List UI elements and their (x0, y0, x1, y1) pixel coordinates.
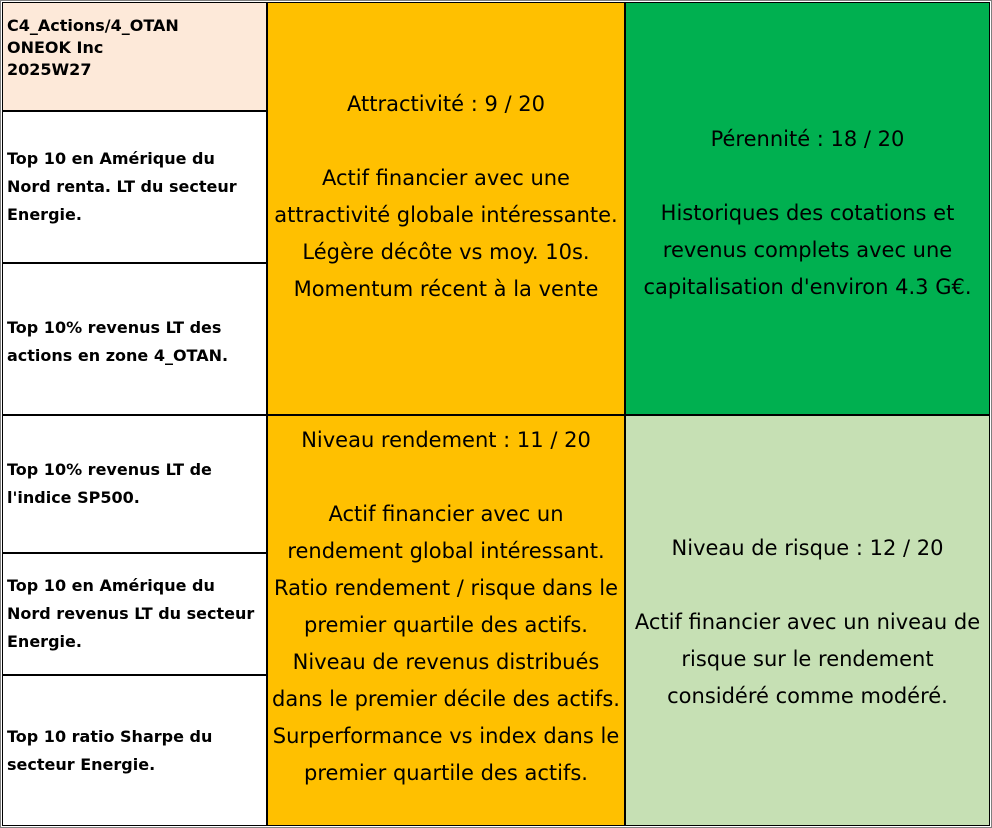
attractivite-cell (267, 2, 625, 415)
risque-title: Niveau de risque : 12 / 20 (671, 536, 944, 560)
criterion-text: Top 10% revenus LT de l'indice SP500. (7, 460, 212, 507)
perennite-title: Pérennité : 18 / 20 (710, 127, 905, 151)
asset-company: ONEOK Inc (7, 38, 104, 57)
criterion-cell (2, 263, 267, 415)
attractivite-title: Attractivité : 9 / 20 (347, 92, 545, 116)
criterion-text: Top 10 en Amérique du Nord renta. LT du secteur Energie. (7, 149, 237, 224)
criterion-cell (2, 675, 267, 826)
criterion-cell (2, 553, 267, 675)
rendement-title: Niveau rendement : 11 / 20 (301, 428, 591, 452)
criterion-cell (2, 415, 267, 553)
criterion-text: Top 10 en Amérique du Nord revenus LT du secteur Energie. (7, 576, 255, 651)
rendement-cell (267, 415, 625, 826)
perennite-description: Historiques des cotations et revenus complets avec une capitalisation d'environ 4.3 G€. (643, 201, 972, 299)
attractivite-description: Actif financier avec une attractivité globale intéressante. Légère décôte vs moy. 10s. Momentum récent à la vente (274, 166, 618, 301)
criterion-text: Top 10% revenus LT des actions en zone 4_OTAN. (7, 318, 229, 365)
criterion-text: Top 10 ratio Sharpe du secteur Energie. (7, 726, 213, 774)
rendement-description: Actif financier avec un rendement global intéressant. Ratio rendement / risque dans le premier quartile des actifs. Niveau de revenus distribués dans le premier décile des actifs. Surperformance vs index dans le premier quartile des actifs. (272, 502, 620, 785)
risque-cell (625, 415, 990, 826)
asset-week: 2025W27 (7, 60, 92, 79)
asset-path: C4_Actions/4_OTAN (7, 16, 179, 35)
risque-description: Actif financier avec un niveau de risque sur le rendement considéré comme modéré. (634, 610, 981, 708)
asset-header-cell (2, 2, 267, 111)
criterion-cell (2, 111, 267, 263)
perennite-cell (625, 2, 990, 415)
